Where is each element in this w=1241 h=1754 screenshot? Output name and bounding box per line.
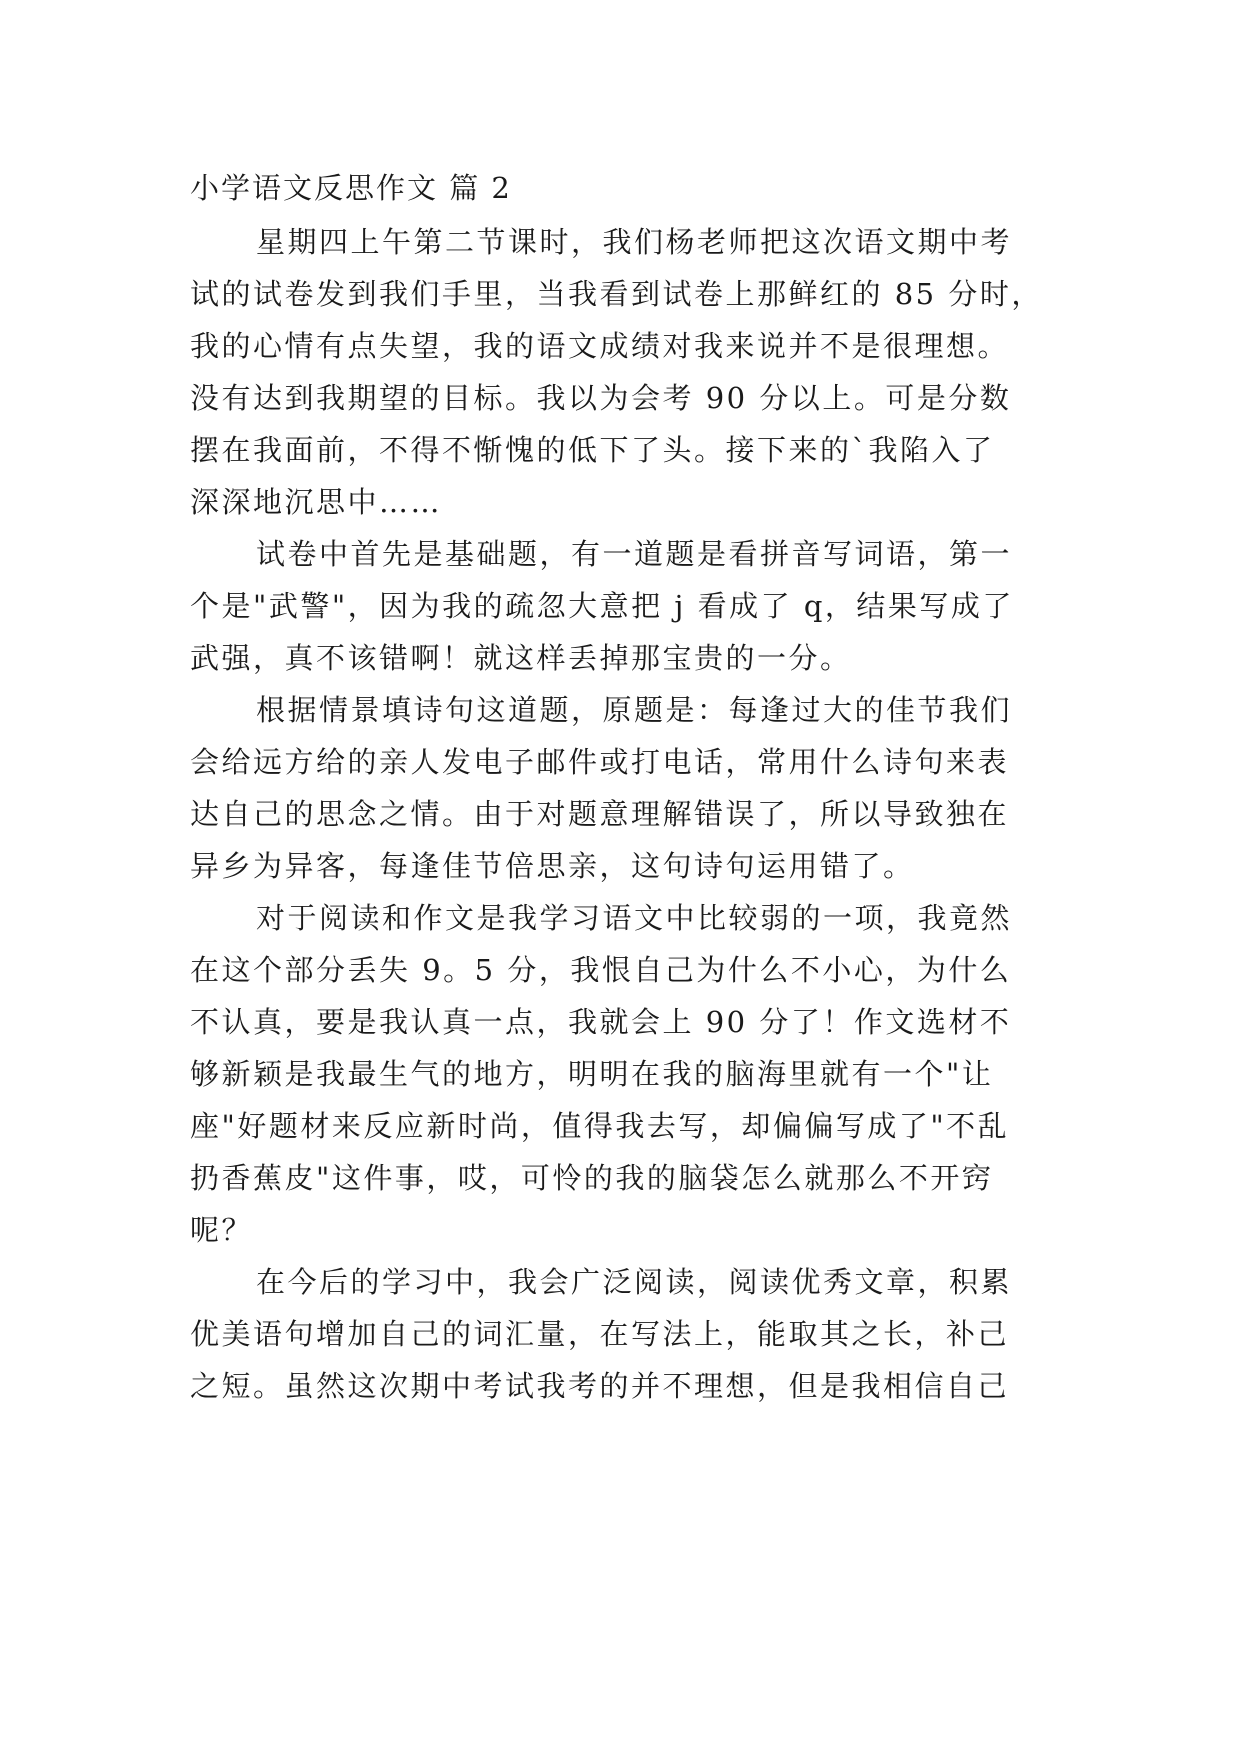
paragraph-line: 我的心情有点失望，我的语文成绩对我来说并不是很理想。 bbox=[190, 329, 1010, 363]
document-heading: 小学语文反思作文 篇 2 bbox=[190, 171, 512, 205]
paragraph-line: 在这个部分丢失 9。5 分，我恨自己为什么不小心，为什么 bbox=[190, 953, 1012, 987]
paragraph-line: 根据情景填诗句这道题，原题是：每逢过大的佳节我们 bbox=[256, 693, 1013, 727]
paragraph-line: 深深地沉思中…… bbox=[190, 485, 443, 519]
paragraph-line: 会给远方给的亲人发电子邮件或打电话，常用什么诗句来表 bbox=[190, 745, 1010, 779]
paragraph-line: 不认真，要是我认真一点，我就会上 90 分了！作文选材不 bbox=[190, 1005, 1012, 1039]
paragraph-line: 武强，真不该错啊！就这样丢掉那宝贵的一分。 bbox=[190, 641, 852, 675]
paragraph-line: 达自己的思念之情。由于对题意理解错误了，所以导致独在 bbox=[190, 797, 1010, 831]
paragraph-line: 摆在我面前，不得不惭愧的低下了头。接下来的`我陷入了 bbox=[190, 433, 995, 467]
paragraph-line: 在今后的学习中，我会广泛阅读，阅读优秀文章，积累 bbox=[256, 1265, 1013, 1299]
paragraph-line: 没有达到我期望的目标。我以为会考 90 分以上。可是分数 bbox=[190, 381, 1012, 415]
paragraph-line: 之短。虽然这次期中考试我考的并不理想，但是我相信自己 bbox=[190, 1369, 1010, 1403]
paragraph-line: 试卷中首先是基础题，有一道题是看拼音写词语，第一 bbox=[256, 537, 1013, 571]
paragraph-line: 座"好题材来反应新时尚，值得我去写，却偏偏写成了"不乱 bbox=[190, 1109, 1010, 1143]
paragraph-line: 呢？ bbox=[190, 1213, 254, 1247]
paragraph-line: 异乡为异客，每逢佳节倍思亲，这句诗句运用错了。 bbox=[190, 849, 915, 883]
paragraph-line: 对于阅读和作文是我学习语文中比较弱的一项，我竟然 bbox=[256, 901, 1013, 935]
paragraph-line: 星期四上午第二节课时，我们杨老师把这次语文期中考 bbox=[256, 225, 1013, 259]
paragraph-line: 扔香蕉皮"这件事，哎，可怜的我的脑袋怎么就那么不开窍 bbox=[190, 1161, 994, 1195]
paragraph-line: 优美语句增加自己的词汇量，在写法上，能取其之长，补己 bbox=[190, 1317, 1010, 1351]
paragraph-line: 够新颖是我最生气的地方，明明在我的脑海里就有一个"让 bbox=[190, 1057, 994, 1091]
paragraph-line: 试的试卷发到我们手里，当我看到试卷上那鲜红的 85 分时， bbox=[190, 277, 1043, 311]
paragraph-line: 个是"武警"，因为我的疏忽大意把 j 看成了 q，结果写成了 bbox=[190, 589, 1014, 623]
